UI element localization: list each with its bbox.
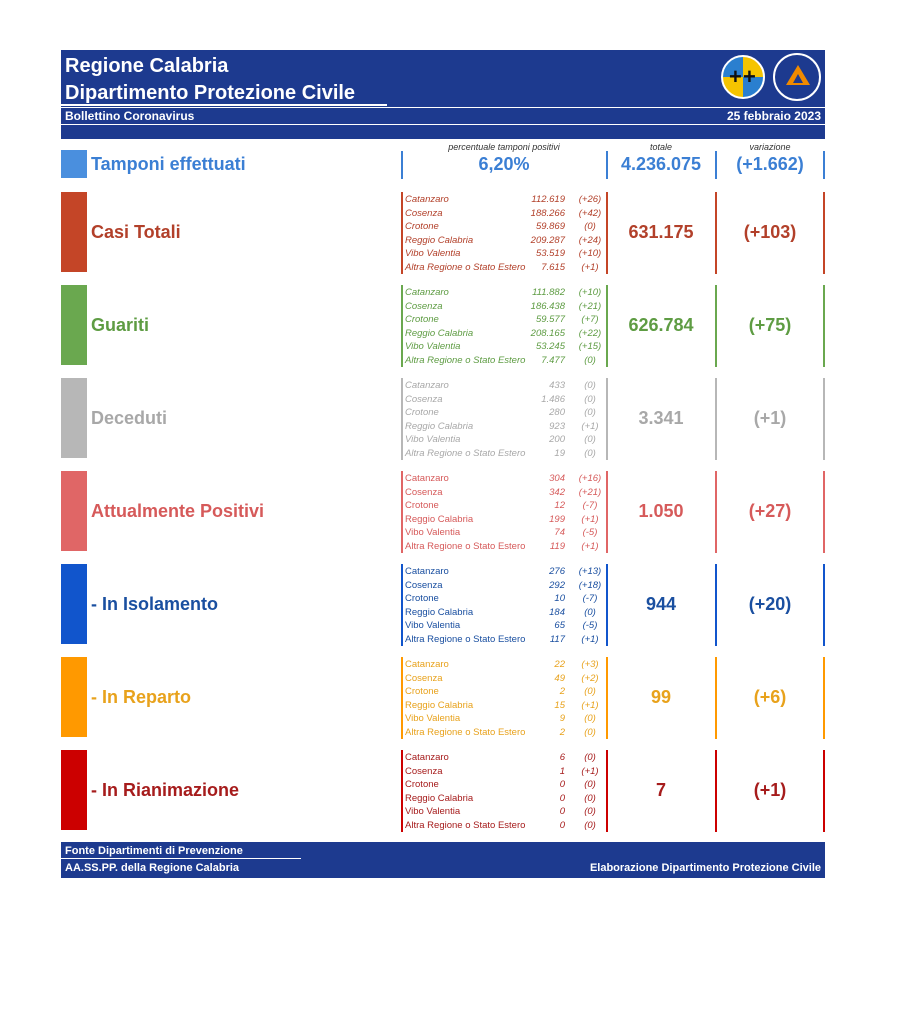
province-variation: (0)	[584, 434, 596, 446]
province-value: 188.266	[530, 207, 565, 219]
province-row	[405, 314, 605, 328]
section-divider	[401, 471, 403, 553]
section-block	[61, 192, 825, 276]
province-row	[405, 820, 605, 834]
header-title: Regione Calabria	[65, 55, 229, 77]
province-breakdown	[401, 471, 607, 551]
protezione-civile-logo-icon	[773, 53, 821, 101]
section-divider	[823, 564, 825, 646]
province-row	[405, 514, 605, 528]
province-name: Catanzaro	[405, 752, 449, 763]
province-value: 6	[559, 752, 565, 763]
province-value: 208.165	[530, 327, 565, 339]
province-name: Cosenza	[405, 672, 443, 684]
province-value: 22	[554, 659, 565, 670]
province-row	[405, 659, 605, 673]
province-row	[405, 779, 605, 793]
section-divider	[401, 750, 403, 832]
province-variation: (+1)	[581, 420, 599, 432]
section-divider	[823, 657, 825, 739]
province-name: Reggio Calabria	[405, 699, 474, 711]
province-value: 186.438	[530, 300, 565, 312]
province-name: Cosenza	[405, 207, 443, 219]
province-variation: (+16)	[578, 473, 602, 484]
province-row	[405, 355, 605, 369]
province-row	[405, 380, 605, 394]
province-row	[405, 194, 605, 208]
province-name: Cosenza	[405, 393, 443, 405]
province-variation: (+15)	[578, 341, 602, 353]
province-value: 119	[549, 541, 565, 552]
province-value: 0	[559, 779, 565, 791]
section-divider	[823, 378, 825, 460]
section-variation: (+103)	[743, 222, 797, 242]
province-name: Crotone	[405, 314, 439, 326]
province-row	[405, 727, 605, 741]
province-row	[405, 287, 605, 301]
province-variation: (0)	[584, 713, 596, 725]
province-row	[405, 806, 605, 820]
province-breakdown	[401, 378, 607, 458]
province-row	[405, 541, 605, 555]
province-name: Crotone	[405, 593, 439, 605]
province-name: Reggio Calabria	[405, 327, 474, 339]
province-variation: (0)	[584, 606, 596, 618]
province-name: Catanzaro	[405, 380, 449, 391]
subheader-strip	[61, 125, 825, 139]
province-name: Cosenza	[405, 300, 443, 312]
section-color-block	[61, 285, 87, 365]
province-value: 0	[559, 792, 565, 804]
province-name: Reggio Calabria	[405, 513, 474, 525]
section-color-block	[61, 378, 87, 458]
province-row	[405, 248, 605, 262]
province-name: Reggio Calabria	[405, 420, 474, 432]
province-row	[405, 752, 605, 766]
province-row	[405, 593, 605, 607]
province-variation: (0)	[584, 355, 596, 366]
regione-calabria-logo-icon: + +	[721, 55, 765, 99]
province-name: Crotone	[405, 407, 439, 419]
section-title: Deceduti	[91, 408, 168, 428]
section-title: - In Isolamento	[91, 594, 219, 614]
province-value: 280	[549, 407, 565, 419]
section-total: 1.050	[638, 501, 684, 521]
province-variation: (0)	[584, 779, 596, 791]
province-breakdown	[401, 192, 607, 272]
province-value: 49	[554, 672, 565, 684]
province-name: Vibo Valentia	[405, 341, 461, 353]
section-block	[61, 564, 825, 648]
section-divider	[401, 285, 403, 367]
province-name: Catanzaro	[405, 473, 449, 484]
footer-source: Fonte Dipartimenti di Prevenzione	[65, 845, 243, 857]
province-value: 59.577	[535, 314, 565, 326]
province-variation: (-7)	[582, 593, 598, 605]
province-row	[405, 500, 605, 514]
tamponi-total: 4.236.075	[620, 154, 702, 174]
section-block	[61, 750, 825, 834]
province-breakdown	[401, 750, 607, 830]
footer-divider	[61, 858, 301, 859]
province-name: Catanzaro	[405, 659, 449, 670]
province-value: 923	[549, 420, 565, 432]
province-variation: (+18)	[578, 579, 602, 591]
province-name: Altra Regione o Stato Estero	[405, 634, 526, 645]
section-block	[61, 471, 825, 555]
section-divider	[823, 750, 825, 832]
section-block	[61, 378, 825, 462]
province-variation: (+21)	[578, 300, 602, 312]
province-name: Catanzaro	[405, 287, 449, 298]
province-row	[405, 421, 605, 435]
section-total: 7	[655, 780, 666, 800]
subheader-band	[61, 107, 825, 124]
section-divider	[823, 471, 825, 553]
section-variation: (+6)	[753, 687, 787, 707]
province-variation: (0)	[584, 727, 596, 738]
province-value: 112.619	[531, 194, 565, 205]
province-variation: (-5)	[582, 527, 598, 539]
province-row	[405, 301, 605, 315]
section-divider	[823, 192, 825, 274]
province-variation: (+26)	[578, 194, 602, 205]
province-row	[405, 700, 605, 714]
province-name: Altra Regione o Stato Estero	[405, 541, 526, 552]
province-variation: (+7)	[581, 314, 599, 326]
province-value: 304	[549, 473, 565, 484]
tamponi-percent: 6,20%	[478, 154, 530, 174]
province-variation: (+1)	[581, 765, 599, 777]
province-name: Vibo Valentia	[405, 806, 461, 818]
section-color-block	[61, 657, 87, 737]
province-name: Altra Regione o Stato Estero	[405, 262, 526, 273]
province-variation: (0)	[584, 686, 596, 698]
province-row	[405, 686, 605, 700]
province-name: Vibo Valentia	[405, 434, 461, 446]
province-value: 9	[559, 713, 565, 725]
province-row	[405, 580, 605, 594]
province-row	[405, 487, 605, 501]
province-name: Reggio Calabria	[405, 792, 474, 804]
province-variation: (+10)	[578, 287, 602, 298]
province-row	[405, 208, 605, 222]
province-breakdown	[401, 564, 607, 644]
province-value: 276	[549, 566, 565, 577]
province-name: Vibo Valentia	[405, 527, 461, 539]
province-value: 111.882	[532, 287, 565, 298]
province-variation: (+10)	[578, 248, 602, 260]
province-row	[405, 221, 605, 235]
section-title: Guariti	[91, 315, 150, 335]
tamponi-divider	[823, 151, 825, 179]
province-value: 12	[554, 500, 565, 512]
province-value: 1.486	[541, 393, 565, 405]
province-value: 200	[549, 434, 565, 446]
province-name: Vibo Valentia	[405, 713, 461, 725]
province-name: Catanzaro	[405, 194, 449, 205]
province-value: 10	[554, 593, 565, 605]
tamponi-variation: (+1.662)	[736, 154, 804, 174]
bulletin-date: 25 febbraio 2023	[726, 109, 821, 123]
province-variation: (+22)	[578, 327, 602, 339]
province-variation: (+1)	[581, 262, 599, 273]
province-variation: (0)	[584, 448, 596, 459]
section-total: 99	[650, 687, 672, 707]
province-variation: (0)	[584, 393, 596, 405]
footer-source-asp: AA.SS.PP. della Regione Calabria	[65, 862, 240, 874]
province-row	[405, 713, 605, 727]
header-underline	[61, 104, 387, 106]
total-column-header: totale	[649, 142, 673, 152]
province-value: 59.869	[535, 221, 565, 233]
province-value: 19	[554, 448, 565, 459]
province-breakdown	[401, 285, 607, 365]
province-variation: (+13)	[578, 566, 602, 577]
section-total: 631.175	[628, 222, 694, 242]
province-variation: (0)	[584, 792, 596, 804]
province-value: 433	[549, 380, 565, 391]
province-value: 65	[554, 620, 565, 632]
province-variation: (0)	[584, 752, 596, 763]
province-row	[405, 527, 605, 541]
section-variation: (+1)	[753, 408, 787, 428]
percent-column-header: percentuale tamponi positivi	[448, 142, 560, 152]
province-value: 199	[549, 513, 565, 525]
province-value: 53.519	[535, 248, 565, 260]
tamponi-label: Tamponi effettuati	[91, 154, 246, 174]
section-color-block	[61, 750, 87, 830]
section-divider	[401, 192, 403, 274]
province-value: 74	[554, 527, 565, 539]
province-name: Cosenza	[405, 765, 443, 777]
province-name: Altra Regione o Stato Estero	[405, 727, 526, 738]
province-value: 0	[559, 806, 565, 818]
province-variation: (0)	[584, 221, 596, 233]
province-row	[405, 473, 605, 487]
province-value: 0	[559, 820, 565, 831]
province-value: 209.287	[530, 234, 565, 246]
province-name: Altra Regione o Stato Estero	[405, 355, 526, 366]
province-name: Crotone	[405, 779, 439, 791]
province-variation: (-5)	[582, 620, 598, 632]
province-value: 2	[559, 686, 565, 698]
province-row	[405, 673, 605, 687]
province-name: Cosenza	[405, 579, 443, 591]
province-variation: (+24)	[578, 234, 602, 246]
province-value: 184	[549, 606, 565, 618]
province-name: Cosenza	[405, 486, 443, 498]
province-variation: (+1)	[581, 699, 599, 711]
province-value: 292	[549, 579, 565, 591]
province-variation: (+42)	[578, 207, 602, 219]
header-band	[61, 50, 825, 107]
section-divider	[401, 657, 403, 739]
province-row	[405, 793, 605, 807]
section-variation: (+20)	[748, 594, 792, 614]
province-value: 1	[559, 765, 565, 777]
province-name: Vibo Valentia	[405, 248, 461, 260]
province-name: Altra Regione o Stato Estero	[405, 820, 526, 831]
province-row	[405, 434, 605, 448]
province-row	[405, 262, 605, 276]
province-value: 53.245	[535, 341, 565, 353]
section-divider	[401, 378, 403, 460]
province-row	[405, 235, 605, 249]
province-row	[405, 341, 605, 355]
section-total: 626.784	[628, 315, 694, 335]
province-variation: (0)	[584, 806, 596, 818]
tamponi-color-block	[61, 150, 87, 178]
province-value: 342	[549, 486, 565, 498]
province-value: 7.615	[541, 262, 565, 273]
province-value: 7.477	[541, 355, 565, 366]
province-variation: (+21)	[578, 486, 602, 498]
province-variation: (0)	[584, 380, 596, 391]
province-row	[405, 448, 605, 462]
footer-band	[61, 842, 825, 878]
section-color-block	[61, 564, 87, 644]
section-variation: (+27)	[748, 501, 792, 521]
province-name: Crotone	[405, 221, 439, 233]
province-row	[405, 328, 605, 342]
province-variation: (-7)	[582, 500, 598, 512]
section-title: - In Rianimazione	[91, 780, 240, 800]
province-row	[405, 407, 605, 421]
section-block	[61, 657, 825, 741]
section-divider	[823, 285, 825, 367]
province-value: 15	[554, 699, 565, 711]
section-title: - In Reparto	[91, 687, 192, 707]
province-value: 117	[549, 634, 565, 645]
province-variation: (+1)	[581, 541, 599, 552]
footer-elaboration: Elaborazione Dipartimento Protezione Civile	[589, 862, 821, 874]
province-breakdown	[401, 657, 607, 737]
section-block	[61, 285, 825, 369]
section-variation: (+75)	[748, 315, 792, 335]
province-name: Reggio Calabria	[405, 606, 474, 618]
province-row	[405, 634, 605, 648]
section-color-block	[61, 471, 87, 551]
header-department: Dipartimento Protezione Civile	[65, 82, 356, 104]
section-total: 944	[645, 594, 677, 614]
province-row	[405, 394, 605, 408]
province-variation: (+3)	[581, 659, 599, 670]
province-variation: (0)	[584, 820, 596, 831]
section-color-block	[61, 192, 87, 272]
province-name: Reggio Calabria	[405, 234, 474, 246]
province-name: Altra Regione o Stato Estero	[405, 448, 526, 459]
province-name: Crotone	[405, 686, 439, 698]
province-name: Vibo Valentia	[405, 620, 461, 632]
province-name: Crotone	[405, 500, 439, 512]
province-variation: (+1)	[581, 634, 599, 645]
bulletin-subtitle: Bollettino Coronavirus	[65, 109, 195, 123]
section-divider	[401, 564, 403, 646]
province-row	[405, 620, 605, 634]
section-title: Attualmente Positivi	[91, 501, 265, 521]
province-name: Catanzaro	[405, 566, 449, 577]
province-row	[405, 566, 605, 580]
province-variation: (+1)	[581, 513, 599, 525]
variation-column-header: variazione	[749, 142, 791, 152]
province-variation: (+2)	[581, 672, 599, 684]
section-total: 3.341	[638, 408, 684, 428]
province-value: 2	[559, 727, 565, 738]
province-row	[405, 766, 605, 780]
section-variation: (+1)	[753, 780, 787, 800]
province-variation: (0)	[584, 407, 596, 419]
section-title: Casi Totali	[91, 222, 181, 242]
province-row	[405, 607, 605, 621]
